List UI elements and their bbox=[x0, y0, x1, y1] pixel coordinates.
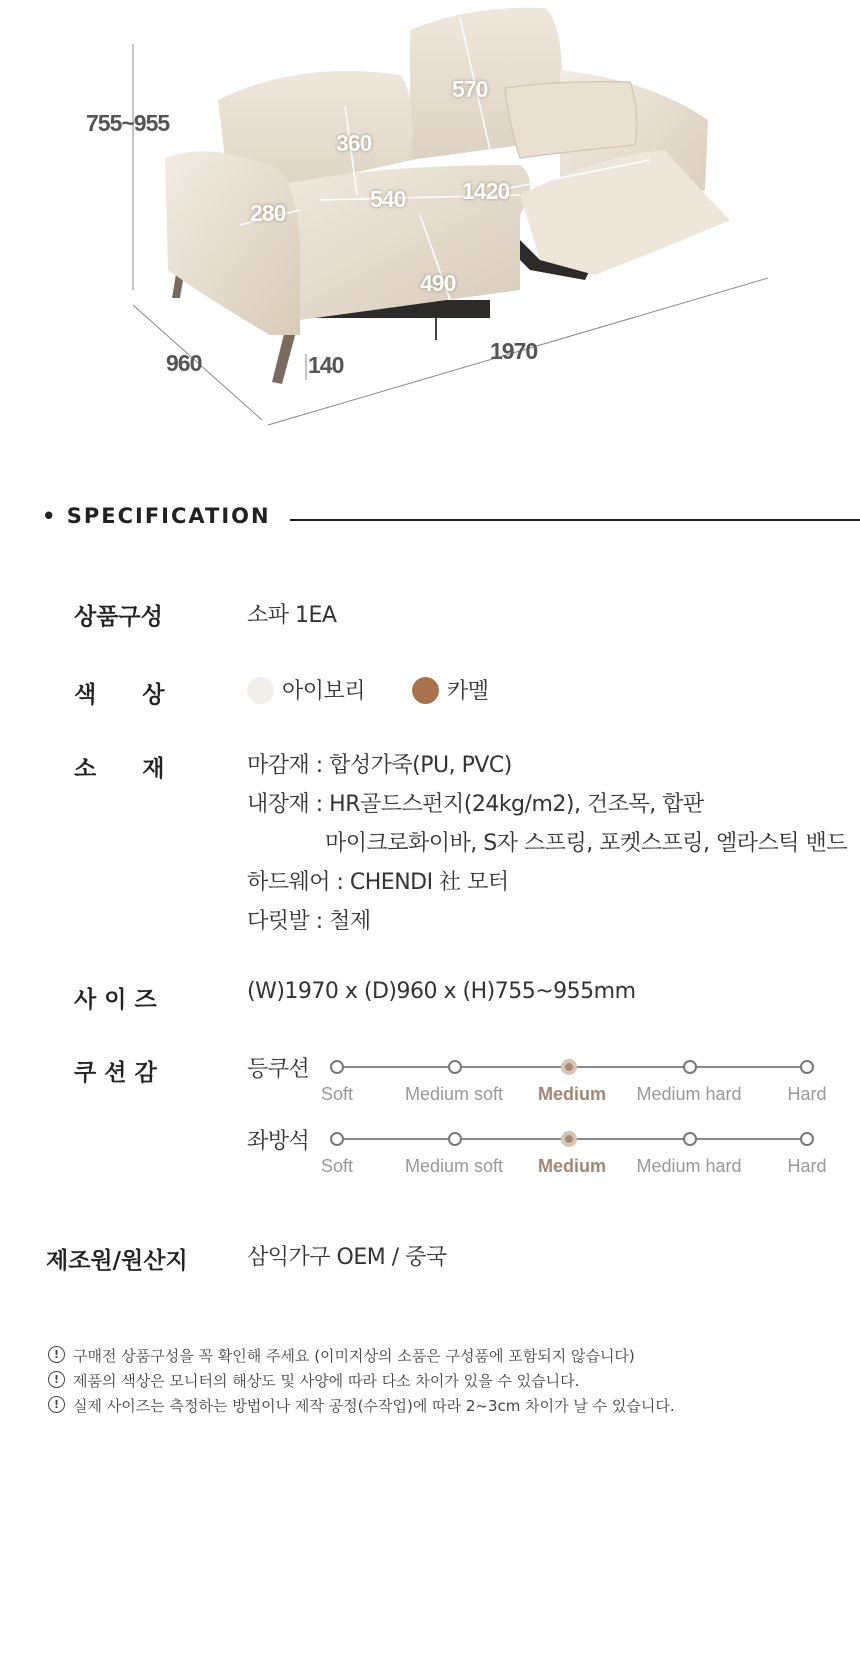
spec-title-text: SPECIFICATION bbox=[66, 504, 271, 528]
scale-level-label: Hard bbox=[787, 1084, 827, 1104]
dim-width: 1970 bbox=[490, 338, 538, 364]
composition-value: 소파 1EA bbox=[247, 603, 337, 628]
scale-level-label: Medium hard bbox=[636, 1156, 742, 1176]
info-icon: ! bbox=[48, 1371, 65, 1388]
notice-text: 제품의 색상은 모니터의 해상도 및 사양에 따라 다소 차이가 있을 수 있습니다. bbox=[73, 1372, 580, 1390]
material-line: 마이크로화이바, S자 스프링, 포켓스프링, 엘라스틱 밴드 bbox=[325, 831, 847, 856]
dim-depth: 960 bbox=[166, 350, 202, 376]
material-line: 마감재 : 합성가죽(PU, PVC) bbox=[247, 753, 512, 778]
scale-dot-selected bbox=[561, 1131, 577, 1147]
dim-seat-height: 490 bbox=[420, 270, 456, 296]
scale-dot bbox=[800, 1132, 814, 1146]
color-option-camel: 카멜 bbox=[447, 679, 489, 704]
color-label: 색 상 bbox=[74, 682, 165, 708]
scale-level-label: Soft bbox=[320, 1084, 354, 1104]
color-options bbox=[247, 674, 489, 706]
dim-arm-width: 280 bbox=[250, 200, 286, 226]
cushion-scale-back bbox=[337, 1060, 807, 1074]
origin-label: 제조원/원산지 bbox=[46, 1248, 188, 1274]
notice-item bbox=[48, 1370, 579, 1391]
dim-back-height: 570 bbox=[452, 76, 488, 102]
size-value: (W)1970 x (D)960 x (H)755~955mm bbox=[247, 979, 636, 1004]
scale-dot bbox=[448, 1132, 462, 1146]
material-label: 소 재 bbox=[74, 756, 165, 782]
info-icon: ! bbox=[48, 1346, 65, 1363]
origin-value: 삼익가구 OEM / 중국 bbox=[247, 1245, 447, 1270]
scale-dot bbox=[330, 1060, 344, 1074]
notice-item bbox=[48, 1345, 635, 1366]
dim-height-range: 755~955 bbox=[86, 110, 170, 136]
scale-level-label-selected: Medium bbox=[537, 1156, 607, 1176]
camel-swatch bbox=[412, 677, 439, 704]
dim-seat-run: 1420 bbox=[462, 178, 510, 204]
composition-label: 상품구성 bbox=[74, 604, 163, 630]
scale-level-label: Soft bbox=[320, 1156, 354, 1176]
scale-dot bbox=[683, 1060, 697, 1074]
scale-dot bbox=[448, 1060, 462, 1074]
notice-text: 실제 사이즈는 측정하는 방법이나 제작 공정(수작업)에 따라 2~3cm 차이가 날 수 있습니다. bbox=[73, 1397, 675, 1415]
scale-level-label: Medium soft bbox=[404, 1156, 504, 1176]
scale-dot bbox=[330, 1132, 344, 1146]
material-line: 하드웨어 : CHENDI 社 모터 bbox=[247, 870, 509, 895]
scale-dot-selected bbox=[561, 1059, 577, 1075]
spec-divider bbox=[290, 519, 860, 521]
notice-item bbox=[48, 1395, 675, 1416]
spec-header bbox=[42, 500, 860, 536]
dim-leg-height: 140 bbox=[308, 352, 344, 378]
dim-seat-back: 360 bbox=[336, 130, 372, 156]
scale-dot bbox=[800, 1060, 814, 1074]
material-line: 다릿발 : 철제 bbox=[247, 909, 371, 934]
info-icon: ! bbox=[48, 1396, 65, 1413]
scale-level-label: Medium hard bbox=[636, 1084, 742, 1104]
color-option-ivory: 아이보리 bbox=[282, 679, 366, 704]
sofa-illustration bbox=[0, 0, 860, 440]
ivory-swatch bbox=[247, 677, 274, 704]
size-label: 사 이 즈 bbox=[74, 987, 157, 1013]
cushion-scale-name: 좌방석 bbox=[247, 1129, 310, 1154]
cushion-scale-seat bbox=[337, 1132, 807, 1146]
scale-dot bbox=[683, 1132, 697, 1146]
notice-text: 구매전 상품구성을 꼭 확인해 주세요 (이미지상의 소품은 구성품에 포함되지 않습니다) bbox=[73, 1347, 635, 1365]
cushion-label: 쿠 션 감 bbox=[74, 1060, 157, 1086]
scale-level-label: Hard bbox=[787, 1156, 827, 1176]
dim-seat-width: 540 bbox=[370, 186, 406, 212]
scale-level-label: Medium soft bbox=[404, 1084, 504, 1104]
cushion-scale-name: 등쿠션 bbox=[247, 1057, 310, 1082]
material-line: 내장재 : HR골드스펀지(24kg/m2), 건조목, 합판 bbox=[247, 792, 704, 817]
spec-title: • SPECIFICATION bbox=[42, 504, 271, 528]
scale-level-label-selected: Medium bbox=[537, 1084, 607, 1104]
product-image bbox=[0, 0, 860, 440]
